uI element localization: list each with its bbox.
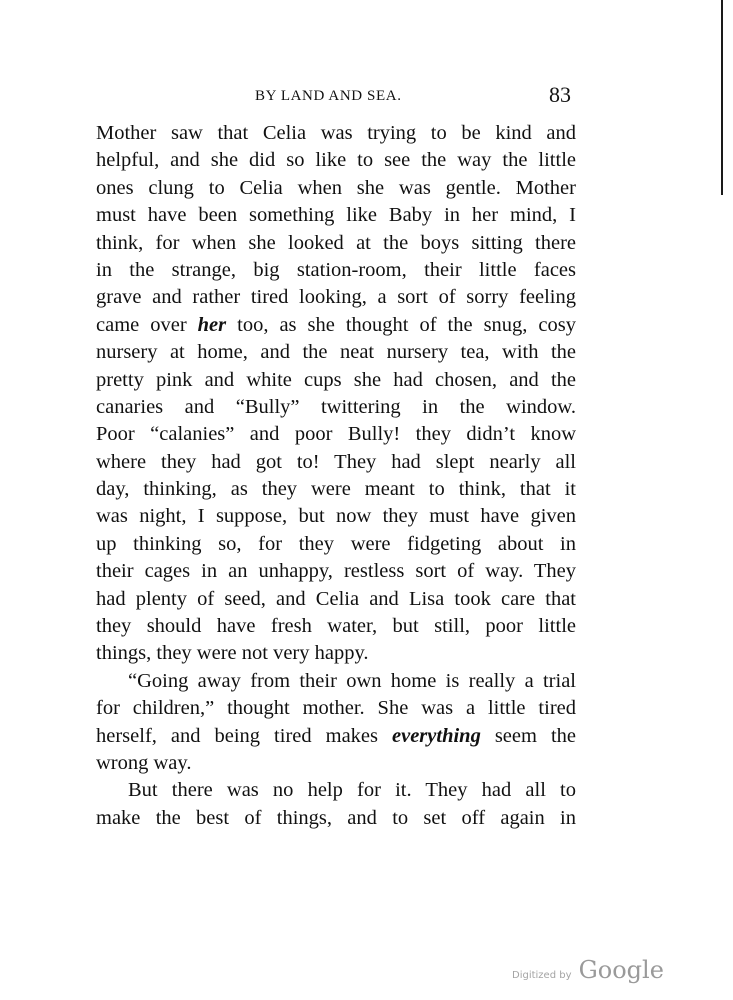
text-run: grave and rather tired looking, a sort of sorry feeling (96, 286, 576, 309)
text-run: must have been something like Baby in her mind, I (96, 204, 576, 227)
text-line (96, 668, 576, 695)
text-run: canaries and “Bully” twittering in the window. (96, 395, 576, 418)
text-run: up thinking so, for they were fidgeting about in (96, 532, 576, 555)
digitized-watermark (512, 956, 664, 984)
text-run: where they had got to! They had slept nearly all (96, 450, 576, 473)
text-line (96, 476, 576, 503)
text-line (96, 640, 576, 667)
text-run: pretty pink and white cups she had chosen, and the (96, 368, 576, 391)
text-line (96, 339, 576, 366)
text-line (96, 449, 576, 476)
text-line (96, 230, 576, 257)
text-line (96, 257, 576, 284)
text-run: Poor “calanies” and poor Bully! they didn’t know (96, 423, 576, 446)
page-number: 83 (549, 82, 571, 107)
text-run: came over (96, 313, 198, 336)
text-line (96, 284, 576, 311)
body-text (96, 120, 576, 832)
text-run: too, as she thought of the snug, cosy (226, 313, 576, 336)
text-run: think, for when she looked at the boys sitting there (96, 231, 576, 254)
text-run: “Going away from their own home is really a trial (128, 669, 576, 692)
text-run: seem the (480, 724, 576, 747)
text-run: nursery at home, and the neat nursery tea, with the (96, 341, 576, 364)
text-run: ones clung to Celia when she was gentle. Mother (96, 176, 576, 199)
text-line (96, 202, 576, 229)
text-run: they should have fresh water, but still, poor little (96, 615, 576, 638)
text-line (96, 777, 576, 804)
text-run: their cages in an unhappy, restless sort of way. They (96, 560, 576, 583)
text-line (96, 503, 576, 530)
text-line (96, 586, 576, 613)
text-run: Mother saw that Celia was trying to be kind and (96, 122, 576, 144)
text-run: make the best of things, and to set off again in (96, 806, 576, 829)
text-run: had plenty of seed, and Celia and Lisa took care that (96, 587, 576, 610)
text-run: helpful, and she did so like to see the way the little (96, 149, 576, 172)
text-line (96, 394, 576, 421)
emphasized-word: her (197, 313, 227, 336)
text-line (96, 723, 576, 750)
text-line (96, 558, 576, 585)
page-edge-line (721, 0, 723, 195)
text-run: wrong way. (96, 751, 192, 774)
text-line (96, 120, 576, 147)
text-line (96, 367, 576, 394)
text-line (96, 613, 576, 640)
text-run: for children,” thought mother. She was a little tired (96, 697, 576, 720)
emphasized-word: everything (392, 724, 481, 747)
text-line (96, 695, 576, 722)
text-line (96, 147, 576, 174)
text-run: herself, and being tired makes (96, 724, 392, 747)
watermark-prefix: Digitized by (512, 970, 572, 981)
text-run: was night, I suppose, but now they must have given (96, 505, 576, 528)
text-line (96, 312, 576, 339)
text-line (96, 175, 576, 202)
text-line (96, 421, 576, 448)
text-run: things, they were not very happy. (96, 642, 369, 665)
text-line (96, 805, 576, 832)
text-line (96, 750, 576, 777)
text-line (96, 531, 576, 558)
text-run: day, thinking, as they were meant to think, that it (96, 478, 576, 501)
text-run: But there was no help for it. They had all to (128, 779, 576, 802)
running-title: BY LAND AND SEA. (255, 88, 402, 104)
watermark-brand: Google (578, 956, 664, 984)
text-run: in the strange, big station-room, their little faces (96, 258, 576, 281)
